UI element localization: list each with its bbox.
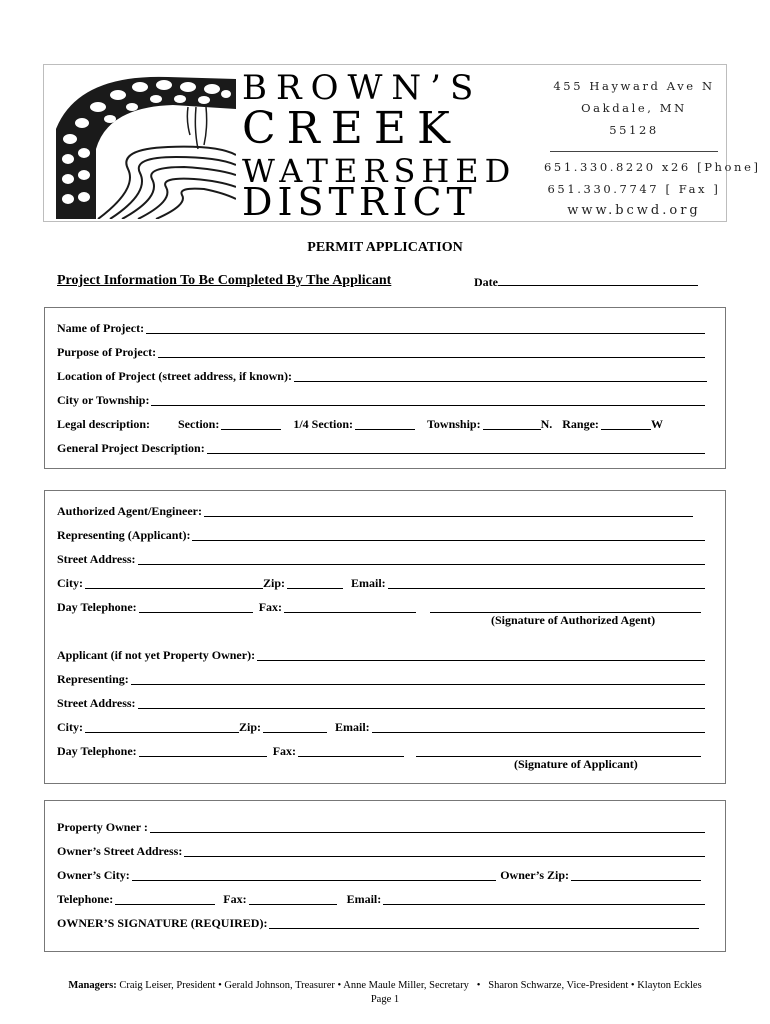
applicant-street-row [57,693,705,711]
applicant-signature-input[interactable] [416,745,701,757]
phone-number: 651.330.8220 x26 [Phone] [544,160,761,174]
applicant-zip-label: Zip: [239,720,262,734]
project-location-label: Location of Project (street address, if known): [57,369,292,383]
agent-fax-label: Fax: [258,600,283,614]
project-name-label: Name of Project: [57,321,145,335]
project-purpose-label: Purpose of Project: [57,345,157,359]
project-city-row [57,390,705,408]
applicant-city-label: City: [57,720,83,734]
applicant-street-label: Street Address: [57,696,136,710]
section-subhead: Project Information To Be Completed By The Applicant [57,273,392,288]
applicant-city-input[interactable] [85,721,239,733]
project-city-input[interactable] [151,394,705,406]
agent-email-label: Email: [351,576,386,590]
general-description-row [57,438,705,456]
owner-city-label: Owner’s City: [57,868,130,882]
project-purpose-row [57,342,705,360]
range-label: Range: [562,417,599,431]
agent-street-input[interactable] [138,553,705,565]
project-info-section [44,307,726,469]
applicant-zip-input[interactable] [263,721,327,733]
township-label: Township: [427,417,481,431]
owner-input[interactable] [150,821,705,833]
agent-zip-input[interactable] [287,577,343,589]
owner-row [57,817,705,835]
applicant-fax-input[interactable] [298,745,404,757]
applicant-phone-input[interactable] [139,745,267,757]
section-input[interactable] [221,418,281,430]
agent-city-row [57,573,705,591]
applicant-input[interactable] [257,649,705,661]
north-label: N. [540,417,553,431]
agent-phone-label: Day Telephone: [57,600,137,614]
legal-description-label: Legal description: [57,417,150,431]
website[interactable]: www.bcwd.org [567,203,701,218]
project-name-input[interactable] [146,322,705,334]
agent-city-label: City: [57,576,83,590]
applicant-signature-label: (Signature of Applicant) [514,757,638,771]
project-purpose-input[interactable] [158,346,705,358]
applicant-representing-row [57,669,705,687]
owner-street-row [57,841,705,859]
legal-description-row [57,414,707,432]
agent-fax-input[interactable] [284,601,416,613]
agent-phone-input[interactable] [139,601,253,613]
applicant-street-input[interactable] [138,697,705,709]
agent-signature-label: (Signature of Authorized Agent) [491,613,656,627]
agent-row [57,501,693,519]
manager-2: Gerald Johnson, Treasurer [224,980,335,991]
address-line3: 55128 [609,123,659,137]
owner-city-row [57,865,701,883]
managers-footer [0,980,770,991]
date-label: Date [474,275,498,289]
west-label: W [650,417,663,431]
stone-arch-creek-logo-icon [48,69,236,219]
date-input[interactable] [498,275,698,286]
section-label: Section: [178,417,220,431]
applicant-email-label: Email: [335,720,370,734]
owner-email-label: Email: [346,892,382,906]
owner-fax-label: Fax: [223,892,247,906]
applicant-label: Applicant (if not yet Property Owner): [57,648,256,662]
owner-label: Property Owner : [57,820,148,834]
logo-word-watershed: WATERSHED [242,152,517,190]
quarter-section-input[interactable] [355,418,415,430]
owner-signature-input[interactable] [269,917,699,929]
owner-zip-input[interactable] [571,869,701,881]
agent-city-input[interactable] [85,577,263,589]
agent-signature-input[interactable] [430,601,701,613]
date-field [474,275,698,290]
owner-city-input[interactable] [132,869,496,881]
managers-label: Managers: [68,980,117,991]
project-city-label: City or Township: [57,393,150,407]
agent-representing-label: Representing (Applicant): [57,528,191,542]
logo-word-creek: CREEK [242,103,461,154]
manager-5: Klayton Eckles [637,980,702,991]
owner-signature-label: OWNER’S SIGNATURE (REQUIRED): [57,916,268,930]
manager-4: Sharon Schwarze, Vice-President [488,980,629,991]
agent-street-label: Street Address: [57,552,136,566]
applicant-representing-input[interactable] [131,673,705,685]
property-owner-section [44,800,726,952]
district-logo [44,65,534,224]
page-title: PERMIT APPLICATION [307,240,463,255]
fax-number: 651.330.7747 [ Fax ] [547,182,721,196]
owner-street-input[interactable] [184,845,705,857]
bullet-4: • [630,980,635,991]
letterhead [43,64,761,224]
contact-block [544,75,761,222]
logo-word-browns: BROWN’S [242,68,483,108]
agent-street-row [57,549,705,567]
township-input[interactable] [483,418,541,430]
general-description-input[interactable] [207,442,705,454]
general-description-label: General Project Description: [57,441,205,455]
agent-email-input[interactable] [388,577,705,589]
applicant-city-row [57,717,705,735]
project-location-input[interactable] [294,370,707,382]
owner-phone-label: Telephone: [57,892,114,906]
owner-zip-label: Owner’s Zip: [500,868,569,882]
manager-1: Craig Leiser, President [119,980,216,991]
owner-signature-row [57,913,699,931]
project-name-row [57,318,705,336]
page-number: Page 1 [370,994,400,1005]
agent-representing-row [57,525,705,543]
bullet-1: • [218,980,222,991]
manager-3: Anne Maule Miller, Secretary [343,980,469,991]
address-line1: 455 Hayward Ave N [553,79,715,93]
owner-phone-input[interactable] [115,893,215,905]
agent-input[interactable] [204,505,693,517]
applicant-row [57,645,705,663]
applicant-phone-label: Day Telephone: [57,744,137,758]
agent-representing-input[interactable] [192,529,705,541]
agent-label: Authorized Agent/Engineer: [57,504,202,518]
bullet-3: • [476,980,481,991]
applicant-fax-label: Fax: [272,744,297,758]
agent-zip-label: Zip: [263,576,286,590]
quarter-section-label: 1/4 Section: [293,417,353,431]
address-line2: Oakdale, MN [581,101,687,115]
agent-applicant-section [44,490,726,784]
owner-email-input[interactable] [383,893,705,905]
applicant-email-input[interactable] [372,721,705,733]
project-location-row [57,366,707,384]
range-input[interactable] [601,418,651,430]
owner-street-label: Owner’s Street Address: [57,844,183,858]
applicant-representing-label: Representing: [57,672,129,686]
owner-phone-row [57,889,705,907]
logo-word-district: DISTRICT [242,180,477,224]
bullet-2: • [337,980,342,991]
owner-fax-input[interactable] [249,893,337,905]
contact-divider [550,151,718,152]
